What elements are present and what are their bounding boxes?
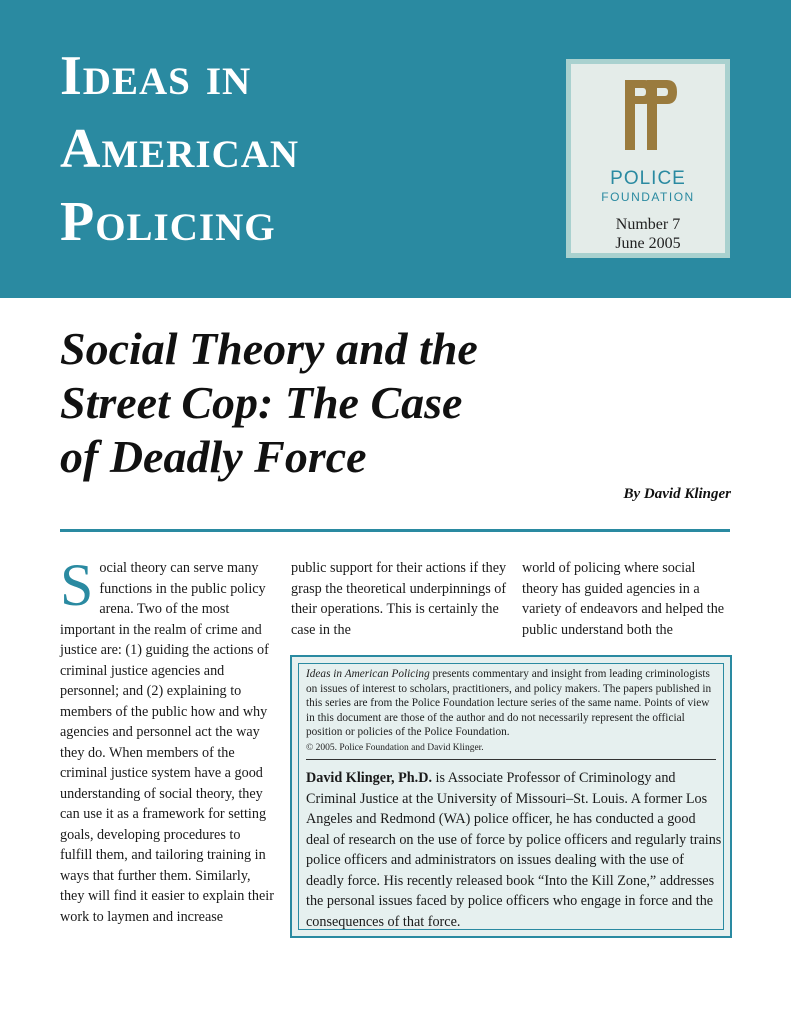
body-column-1 [60,552,276,927]
body-text: public support for their actions if they grasp the theoretical underpinnings of their operations. This is certainly the case in the [291,560,507,638]
logo-name: POLICE [610,168,686,189]
issue-number: Number 7 [615,216,681,233]
byline: By David Klinger [623,486,731,502]
info-box-divider [306,759,716,760]
info-box [290,655,732,938]
police-foundation-logo-icon [621,76,681,154]
article-title-line: of Deadly Force [60,431,367,482]
header-banner [0,0,791,298]
article-title-line: Social Theory and the [60,323,478,374]
series-title [60,40,530,259]
publisher-logo-box [566,59,730,258]
copyright-notice: © 2005. Police Foundation and David Klinger. [306,742,484,753]
issue-date: June 2005 [615,235,681,252]
article-title-line: Street Cop: The Case [60,377,463,428]
series-title-line: Policing [60,191,276,253]
series-description [306,667,716,755]
author-bio [306,768,722,932]
body-text: world of policing where social theory has guided agencies in a variety of endeavors and helped the public understand both the [522,560,725,638]
drop-cap: S [60,552,94,618]
series-title-line: American [60,118,300,180]
series-name: Ideas in American Policing [306,668,430,680]
body-column-2 [291,558,507,640]
body-text: ocial theory can serve many functions in the public policy arena. Two of the most important in the realm of crime and justice are: (1) guiding the actions of criminal justice agencies and personnel; and (2) explaining to members of the public how and why agencies and personnel act the way they do. When members of the criminal justice system have a good understanding of social theory, they can use it as a framework for setting goals, developing procedures to fulfill them, and tailoring training in ways that further them. Similarly, they will find it easier to explain their work to laymen and increase [60,560,274,925]
logo-subname: FOUNDATION [601,190,695,204]
section-divider [60,529,730,532]
article-title [60,322,660,484]
series-title-line: Ideas in [60,45,252,107]
author-name: David Klinger, Ph.D. [306,770,432,786]
author-bio-text: is Associate Professor of Criminology and Criminal Justice at the University of Missouri–St. Louis. A former Los Angeles and Redmond (WA) police officer, he has conducted a good deal of research on the use of force by police officers and regularly trains police officers and administrators on issues dealing with the use of deadly force. His recently released book “Into the Kill Zone,” addresses the personal issues faced by police officers who engage in force and the consequences of that force. [306,770,722,930]
body-column-3 [522,558,732,640]
series-description-text: presents commentary and insight from leading criminologists on issues of interest to scholars, practitioners, and policy makers. The papers published in this series are from the Police Foundation lecture series of the same name. Points of view in this document are those of the author and do not necessarily represent the official position or policies of the Police Foundation. [306,668,712,738]
